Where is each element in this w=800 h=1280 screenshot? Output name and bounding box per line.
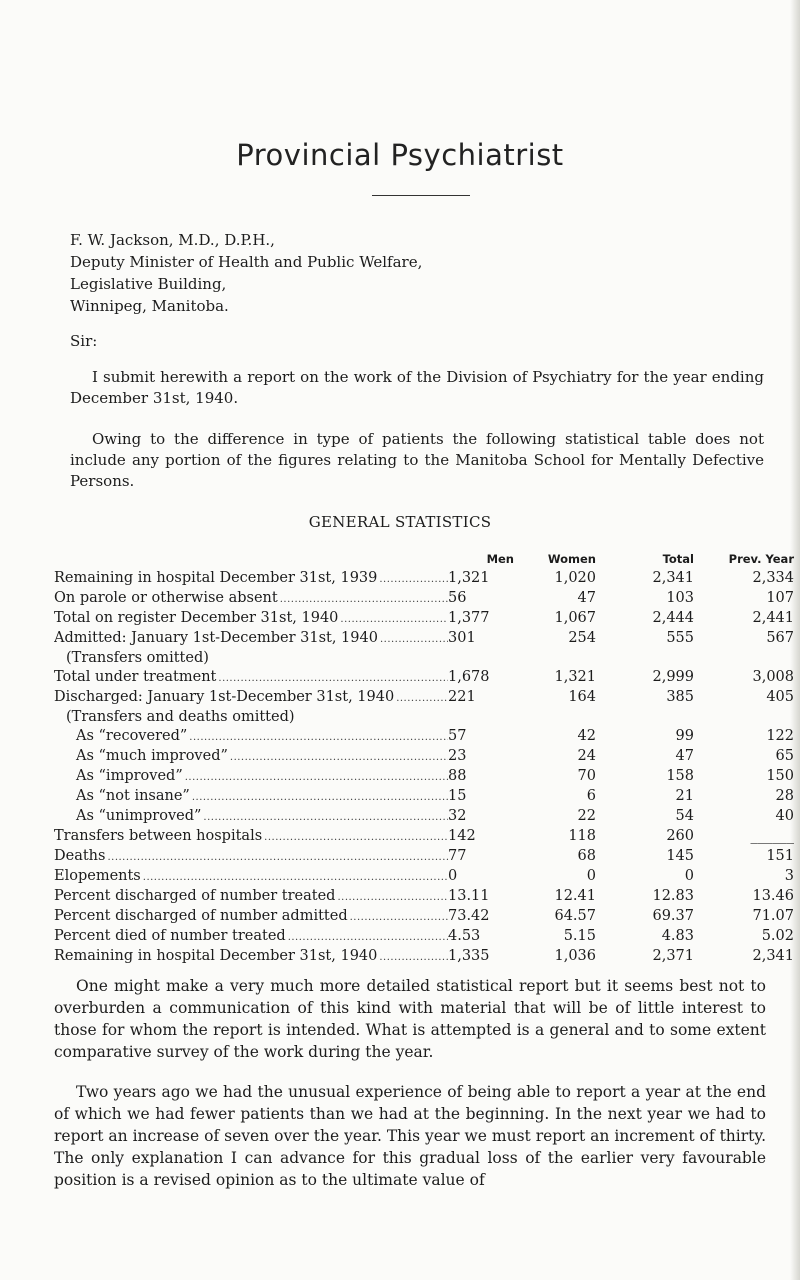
- row-label-text: Elopements: [54, 868, 141, 884]
- cell-women: 12.41: [554, 888, 596, 904]
- row-label-cell: [54, 668, 448, 688]
- cell-prev: [694, 708, 794, 727]
- cell-prev: 122: [766, 728, 794, 744]
- intro-paragraph: I submit herewith a report on the work of the Division of Psychiatry for the year ending December 31st, 1940.: [70, 368, 764, 407]
- cell-prev: 2,441: [752, 610, 794, 626]
- cell-men: 1,321: [448, 570, 490, 586]
- cell-men: [448, 649, 514, 668]
- row-label-cell: [54, 787, 448, 807]
- row-label: [54, 947, 448, 967]
- cell-women: 254: [568, 630, 596, 646]
- row-label-cell: [54, 807, 448, 827]
- row-label-text: Total under treatment: [54, 669, 217, 685]
- cell-men: 73.42: [448, 908, 490, 924]
- cell-women: 0: [586, 868, 596, 884]
- cell-total: [596, 649, 694, 668]
- table-row: [54, 708, 794, 727]
- row-label-cell: [54, 767, 448, 787]
- row-label-cell: [54, 649, 448, 668]
- cell-total: 103: [666, 590, 694, 606]
- row-label-cell: [54, 947, 448, 967]
- cell-men: 0: [448, 868, 458, 884]
- cell-men: 56: [448, 590, 467, 606]
- cell-total: 12.83: [652, 888, 694, 904]
- row-label-cell: [54, 847, 448, 867]
- cell-total: 47: [675, 748, 694, 764]
- salutation: Sir:: [70, 332, 98, 350]
- cell-total: 145: [666, 848, 694, 864]
- row-label: [54, 569, 448, 589]
- row-label-cell: [54, 907, 448, 927]
- table-row: [54, 668, 794, 688]
- column-header-men: Men: [486, 552, 514, 566]
- row-label-cell: [54, 727, 448, 747]
- row-label-text: As “unimproved”: [76, 808, 202, 824]
- section-heading: GENERAL STATISTICS: [308, 513, 492, 531]
- cell-total: 2,444: [652, 610, 694, 626]
- cell-prev: 71.07: [752, 908, 794, 924]
- row-label: [54, 807, 448, 827]
- row-label: [54, 747, 448, 767]
- table-row: [54, 589, 794, 609]
- cell-men: 77: [448, 848, 467, 864]
- column-header-total: Total: [662, 552, 694, 566]
- cell-total: 385: [666, 689, 694, 705]
- row-label-text: Percent died of number treated: [54, 928, 286, 944]
- table-row: [54, 947, 794, 967]
- row-label-cell: [54, 609, 448, 629]
- row-label-text: Percent discharged of number treated: [54, 888, 336, 904]
- cell-prev: 3,008: [752, 669, 794, 685]
- table-row: [54, 609, 794, 629]
- table-row: [54, 867, 794, 887]
- cell-women: 64.57: [554, 908, 596, 924]
- row-label-text: Percent discharged of number admitted: [54, 908, 348, 924]
- row-label: [54, 867, 448, 887]
- row-label-text: Total on register December 31st, 1940: [54, 610, 339, 626]
- table-header-row: [54, 552, 794, 569]
- cell-total: 99: [675, 728, 694, 744]
- cell-prev: ______: [750, 828, 794, 844]
- row-label: [54, 887, 448, 907]
- table-body: [54, 569, 794, 967]
- table-row: [54, 629, 794, 649]
- cell-women: 164: [568, 689, 596, 705]
- table-row: [54, 787, 794, 807]
- table-row: [54, 907, 794, 927]
- cell-men: 221: [448, 689, 476, 705]
- cell-prev: 567: [766, 630, 794, 646]
- cell-total: 158: [666, 768, 694, 784]
- cell-men: 1,377: [448, 610, 490, 626]
- table-row: [54, 688, 794, 708]
- cell-prev: 151: [766, 848, 794, 864]
- cell-men: 88: [448, 768, 467, 784]
- table-row: [54, 827, 794, 847]
- cell-women: 5.15: [563, 928, 596, 944]
- cell-women: 1,067: [554, 610, 596, 626]
- row-label: [54, 787, 448, 807]
- cell-women: 1,036: [554, 948, 596, 964]
- row-label: [54, 727, 448, 747]
- row-label-cell: [54, 629, 448, 649]
- closing-paragraph: One might make a very much more detailed statistical report but it seems best not to overburden a communication of this kind with material that will be of little interest to those for whom the report is intended. What is attempted is a general and to some extent comparative survey of the work during the year.: [54, 977, 766, 1061]
- row-label-text: As “recovered”: [76, 728, 188, 744]
- row-label: [54, 609, 448, 629]
- row-label-text: Remaining in hospital December 31st, 1939: [54, 570, 378, 586]
- cell-prev: 405: [766, 689, 794, 705]
- cell-men: 142: [448, 828, 476, 844]
- addressee-line: Winnipeg, Manitoba.: [70, 297, 229, 315]
- row-label-text: As “improved”: [76, 768, 183, 784]
- row-label-text: As “much improved”: [76, 748, 228, 764]
- cell-men: 23: [448, 748, 467, 764]
- addressee-line: F. W. Jackson, M.D., D.P.H.,: [70, 231, 275, 249]
- cell-total: 54: [675, 808, 694, 824]
- cell-total: 69.37: [652, 908, 694, 924]
- cell-prev: 5.02: [761, 928, 794, 944]
- title-underline: [372, 195, 470, 196]
- row-label-cell: [54, 747, 448, 767]
- cell-women: 24: [577, 748, 596, 764]
- cell-women: 22: [577, 808, 596, 824]
- cell-total: 2,371: [652, 948, 694, 964]
- row-label-cell: [54, 569, 448, 589]
- table-row: [54, 887, 794, 907]
- cell-men: 57: [448, 728, 467, 744]
- cell-women: 1,020: [554, 570, 596, 586]
- row-label-text: (Transfers omitted): [66, 650, 209, 666]
- row-label: [54, 767, 448, 787]
- cell-women: 118: [568, 828, 596, 844]
- row-label: [54, 649, 448, 668]
- cell-total: 555: [666, 630, 694, 646]
- row-label-text: Transfers between hospitals: [54, 828, 263, 844]
- cell-prev: 150: [766, 768, 794, 784]
- row-label-cell: [54, 688, 448, 708]
- cell-prev: 65: [775, 748, 794, 764]
- cell-men: 13.11: [448, 888, 490, 904]
- cell-prev: 2,341: [752, 948, 794, 964]
- cell-women: 70: [577, 768, 596, 784]
- cell-prev: 2,334: [752, 570, 794, 586]
- table-row: [54, 569, 794, 589]
- cell-men: 32: [448, 808, 467, 824]
- cell-men: 301: [448, 630, 476, 646]
- cell-women: 68: [577, 848, 596, 864]
- row-label: [54, 708, 448, 727]
- row-label: [54, 907, 448, 927]
- cell-prev: 13.46: [752, 888, 794, 904]
- cell-total: 4.83: [661, 928, 694, 944]
- note-paragraph: Owing to the difference in type of patients the following statistical table does not include any portion of the figures relating to the Manitoba School for Mentally Defective Persons.: [70, 430, 764, 490]
- table-row: [54, 747, 794, 767]
- cell-men: 4.53: [448, 928, 481, 944]
- cell-prev: 3: [784, 868, 794, 884]
- table-row: [54, 649, 794, 668]
- table-row: [54, 927, 794, 947]
- general-statistics-table: [54, 552, 794, 967]
- row-label-text: Remaining in hospital December 31st, 1940: [54, 948, 378, 964]
- cell-total: 2,999: [652, 669, 694, 685]
- row-label-cell: [54, 827, 448, 847]
- cell-prev: 28: [775, 788, 794, 804]
- cell-total: 260: [666, 828, 694, 844]
- cell-prev: [694, 649, 794, 668]
- cell-total: 21: [675, 788, 694, 804]
- row-label-cell: [54, 927, 448, 947]
- row-label-text: Admitted: January 1st-December 31st, 1940: [54, 630, 378, 646]
- cell-total: 2,341: [652, 570, 694, 586]
- cell-women: 6: [586, 788, 596, 804]
- cell-women: 1,321: [554, 669, 596, 685]
- row-label: [54, 589, 448, 609]
- cell-women: [514, 649, 596, 668]
- row-label: [54, 668, 448, 688]
- table-row: [54, 847, 794, 867]
- cell-prev: 107: [766, 590, 794, 606]
- row-label-cell: [54, 708, 448, 727]
- row-label-text: Deaths: [54, 848, 106, 864]
- cell-women: 42: [577, 728, 596, 744]
- row-label-cell: [54, 867, 448, 887]
- table-row: [54, 807, 794, 827]
- row-label-text: Discharged: January 1st-December 31st, 1940: [54, 689, 395, 705]
- row-label: [54, 629, 448, 649]
- cell-men: [448, 708, 514, 727]
- row-label-cell: [54, 887, 448, 907]
- cell-total: 0: [684, 868, 694, 884]
- closing-paragraph: Two years ago we had the unusual experience of being able to report a year at the end of which we had fewer patients than we had at the beginning. In the next year we had to report an increase of seven over the year. This year we must report an increment of thirty. The only explanation I can advance for this gradual loss of the earlier very favourable position is a revised opinion as to the ultimate value of: [54, 1083, 766, 1189]
- row-label-text: On parole or otherwise absent: [54, 590, 278, 606]
- cell-men: 15: [448, 788, 467, 804]
- table-row: [54, 727, 794, 747]
- column-header-prev-year: Prev. Year: [728, 552, 794, 566]
- row-label-text: As “not insane”: [76, 788, 190, 804]
- cell-men: 1,335: [448, 948, 490, 964]
- row-label-text: (Transfers and deaths omitted): [66, 709, 295, 725]
- addressee-line: Deputy Minister of Health and Public Welfare,: [70, 253, 423, 271]
- cell-total: [596, 708, 694, 727]
- row-label: [54, 927, 448, 947]
- header-blank: [54, 552, 448, 569]
- row-label: [54, 847, 448, 867]
- cell-women: 47: [577, 590, 596, 606]
- addressee-block: [70, 229, 422, 317]
- page-title: Provincial Psychiatrist: [236, 138, 564, 172]
- addressee-line: Legislative Building,: [70, 275, 227, 293]
- row-label-cell: [54, 589, 448, 609]
- column-header-women: Women: [547, 552, 596, 566]
- table-row: [54, 767, 794, 787]
- cell-men: 1,678: [448, 669, 490, 685]
- cell-women: [514, 708, 596, 727]
- cell-prev: 40: [775, 808, 794, 824]
- row-label: [54, 688, 448, 708]
- row-label: [54, 827, 448, 847]
